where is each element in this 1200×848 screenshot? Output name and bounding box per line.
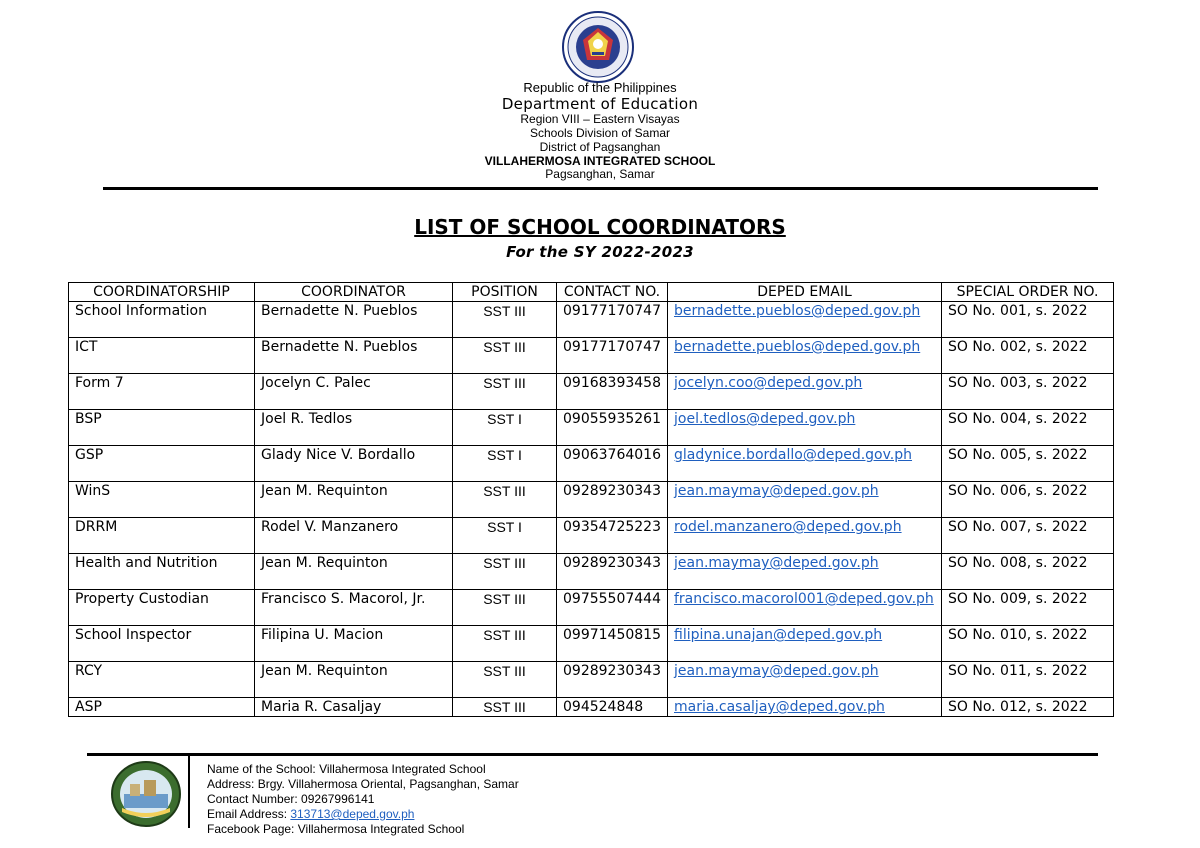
- cell-special-order: SO No. 011, s. 2022: [942, 662, 1114, 698]
- cell-coordinator: Jocelyn C. Palec: [255, 374, 453, 410]
- table-row: [69, 446, 1114, 482]
- table-row: [69, 410, 1114, 446]
- cell-coordinator: Maria R. Casaljay: [255, 698, 453, 717]
- footer-school-name: Name of the School: Villahermosa Integrated School: [207, 762, 486, 776]
- cell-coordinatorship: Health and Nutrition: [69, 554, 255, 590]
- cell-email[interactable]: jean.maymay@deped.gov.ph: [668, 662, 942, 698]
- cell-coordinator: Jean M. Requinton: [255, 662, 453, 698]
- cell-email[interactable]: francisco.macorol001@deped.gov.ph: [668, 590, 942, 626]
- footer-divider: [87, 753, 1098, 756]
- cell-coordinatorship: Form 7: [69, 374, 255, 410]
- cell-contact: 09755507444: [557, 590, 668, 626]
- cell-special-order: SO No. 009, s. 2022: [942, 590, 1114, 626]
- table-row: [69, 482, 1114, 518]
- table-row: [69, 698, 1114, 717]
- cell-email[interactable]: rodel.manzanero@deped.gov.ph: [668, 518, 942, 554]
- cell-coordinator: Joel R. Tedlos: [255, 410, 453, 446]
- cell-email[interactable]: jocelyn.coo@deped.gov.ph: [668, 374, 942, 410]
- cell-contact: 09177170747: [557, 302, 668, 338]
- cell-email[interactable]: gladynice.bordallo@deped.gov.ph: [668, 446, 942, 482]
- cell-coordinator: Francisco S. Macorol, Jr.: [255, 590, 453, 626]
- cell-coordinatorship: GSP: [69, 446, 255, 482]
- cell-contact: 09055935261: [557, 410, 668, 446]
- cell-email[interactable]: maria.casaljay@deped.gov.ph: [668, 698, 942, 717]
- cell-coordinator: Jean M. Requinton: [255, 554, 453, 590]
- header-divider: [103, 187, 1098, 190]
- table-header-row: [69, 283, 1114, 302]
- republic-line: Republic of the Philippines: [523, 80, 677, 95]
- school-name: VILLAHERMOSA INTEGRATED SCHOOL: [484, 153, 716, 168]
- footer-contact: Contact Number: 09267996141: [207, 792, 375, 806]
- cell-special-order: SO No. 006, s. 2022: [942, 482, 1114, 518]
- division-line: Schools Division of Samar: [529, 125, 671, 140]
- cell-contact: 09177170747: [557, 338, 668, 374]
- cell-position: SST III: [453, 554, 557, 590]
- cell-position: SST III: [453, 626, 557, 662]
- cell-coordinator: Filipina U. Macion: [255, 626, 453, 662]
- cell-position: SST I: [453, 518, 557, 554]
- cell-special-order: SO No. 008, s. 2022: [942, 554, 1114, 590]
- cell-position: SST I: [453, 446, 557, 482]
- table-row: [69, 590, 1114, 626]
- cell-contact: 09168393458: [557, 374, 668, 410]
- cell-coordinator: Bernadette N. Pueblos: [255, 338, 453, 374]
- page-subtitle: For the SY 2022-2023: [506, 243, 694, 261]
- header-position: POSITION: [453, 283, 557, 302]
- cell-email[interactable]: bernadette.pueblos@deped.gov.ph: [668, 338, 942, 374]
- cell-coordinatorship: ICT: [69, 338, 255, 374]
- cell-position: SST I: [453, 410, 557, 446]
- cell-contact: 09063764016: [557, 446, 668, 482]
- cell-coordinator: Glady Nice V. Bordallo: [255, 446, 453, 482]
- cell-contact: 094524848: [557, 698, 668, 717]
- department-line: Department of Education: [501, 94, 699, 113]
- cell-position: SST III: [453, 698, 557, 717]
- cell-coordinatorship: ASP: [69, 698, 255, 717]
- region-line: Region VIII – Eastern Visayas: [520, 112, 680, 127]
- footer-info: [207, 762, 519, 837]
- table-row: [69, 662, 1114, 698]
- cell-special-order: SO No. 012, s. 2022: [942, 698, 1114, 717]
- cell-special-order: SO No. 001, s. 2022: [942, 302, 1114, 338]
- header-email: DEPED EMAIL: [668, 283, 942, 302]
- cell-special-order: SO No. 007, s. 2022: [942, 518, 1114, 554]
- header-coordinatorship: COORDINATORSHIP: [69, 283, 255, 302]
- cell-contact: 09971450815: [557, 626, 668, 662]
- cell-coordinatorship: Property Custodian: [69, 590, 255, 626]
- table-row: [69, 626, 1114, 662]
- cell-special-order: SO No. 010, s. 2022: [942, 626, 1114, 662]
- cell-contact: 09289230343: [557, 482, 668, 518]
- cell-position: SST III: [453, 590, 557, 626]
- table-row: [69, 374, 1114, 410]
- cell-coordinator: Rodel V. Manzanero: [255, 518, 453, 554]
- header-special-order: SPECIAL ORDER NO.: [942, 283, 1114, 302]
- header-coordinator: COORDINATOR: [255, 283, 453, 302]
- cell-coordinator: Jean M. Requinton: [255, 482, 453, 518]
- table-row: [69, 554, 1114, 590]
- cell-position: SST III: [453, 662, 557, 698]
- cell-contact: 09289230343: [557, 662, 668, 698]
- deped-seal-icon: [561, 10, 635, 84]
- cell-coordinatorship: WinS: [69, 482, 255, 518]
- footer-email: Email Address: 313713@deped.gov.ph: [207, 807, 415, 821]
- table-row: [69, 518, 1114, 554]
- table-row: [69, 302, 1114, 338]
- cell-position: SST III: [453, 482, 557, 518]
- cell-special-order: SO No. 004, s. 2022: [942, 410, 1114, 446]
- footer-facebook: Facebook Page: Villahermosa Integrated School: [207, 822, 465, 836]
- cell-special-order: SO No. 003, s. 2022: [942, 374, 1114, 410]
- cell-special-order: SO No. 002, s. 2022: [942, 338, 1114, 374]
- cell-email[interactable]: filipina.unajan@deped.gov.ph: [668, 626, 942, 662]
- coordinators-table: [68, 282, 1114, 717]
- letterhead: [0, 81, 1200, 182]
- page-title: LIST OF SCHOOL COORDINATORS: [414, 215, 786, 239]
- cell-position: SST III: [453, 302, 557, 338]
- cell-coordinatorship: School Inspector: [69, 626, 255, 662]
- cell-contact: 09289230343: [557, 554, 668, 590]
- cell-email[interactable]: joel.tedlos@deped.gov.ph: [668, 410, 942, 446]
- district-line: District of Pagsanghan: [539, 139, 661, 154]
- cell-email[interactable]: bernadette.pueblos@deped.gov.ph: [668, 302, 942, 338]
- school-location: Pagsanghan, Samar: [545, 167, 655, 182]
- footer-separator: [188, 756, 190, 828]
- school-logo-icon: [110, 760, 182, 828]
- cell-email[interactable]: jean.maymay@deped.gov.ph: [668, 554, 942, 590]
- cell-email[interactable]: jean.maymay@deped.gov.ph: [668, 482, 942, 518]
- cell-position: SST III: [453, 374, 557, 410]
- cell-coordinatorship: BSP: [69, 410, 255, 446]
- cell-coordinatorship: School Information: [69, 302, 255, 338]
- cell-coordinatorship: RCY: [69, 662, 255, 698]
- cell-coordinator: Bernadette N. Pueblos: [255, 302, 453, 338]
- cell-special-order: SO No. 005, s. 2022: [942, 446, 1114, 482]
- header-contact: CONTACT NO.: [557, 283, 668, 302]
- table-row: [69, 338, 1114, 374]
- footer-email-link[interactable]: 313713@deped.gov.ph: [290, 807, 415, 821]
- cell-coordinatorship: DRRM: [69, 518, 255, 554]
- cell-contact: 09354725223: [557, 518, 668, 554]
- footer-address: Address: Brgy. Villahermosa Oriental, Pagsanghan, Samar: [207, 777, 519, 791]
- cell-position: SST III: [453, 338, 557, 374]
